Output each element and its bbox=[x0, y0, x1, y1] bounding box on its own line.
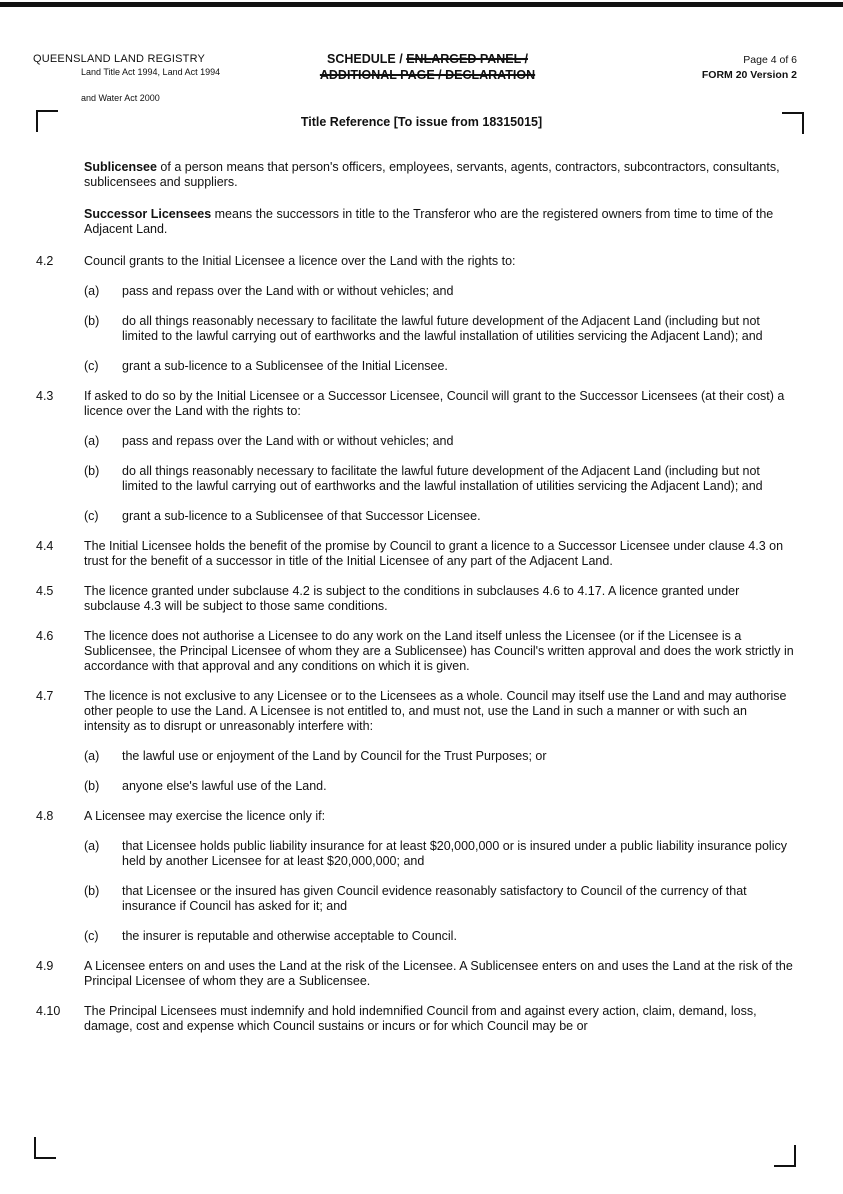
document-body bbox=[36, 160, 796, 1049]
subclause-label: (a) bbox=[84, 749, 100, 763]
clause-4-2 bbox=[36, 254, 796, 269]
clause-4-7 bbox=[36, 689, 796, 734]
clause-number: 4.9 bbox=[36, 959, 54, 973]
clause-4-10 bbox=[36, 1004, 796, 1034]
subclause-4-8-c bbox=[84, 929, 796, 944]
subclause-text: the lawful use or enjoyment of the Land by Council for the Trust Purposes; or bbox=[122, 749, 547, 763]
registry-header bbox=[33, 53, 220, 119]
title-reference: Title Reference [To issue from 18315015] bbox=[300, 115, 543, 129]
clause-text: The Principal Licensees must indemnify and hold indemnified Council from and against every action, claim, demand, loss, damage, cost and expense which Council sustains or incurs or for which Council may be or bbox=[84, 1004, 757, 1033]
subclause-text: grant a sub-licence to a Sublicensee of the Initial Licensee. bbox=[122, 359, 448, 373]
definition-sublicensee bbox=[84, 160, 796, 190]
subclause-text: pass and repass over the Land with or without vehicles; and bbox=[122, 434, 454, 448]
definition-term: Sublicensee bbox=[84, 160, 157, 174]
clause-text: Council grants to the Initial Licensee a licence over the Land with the rights to: bbox=[84, 254, 516, 268]
schedule-word: SCHEDULE / bbox=[327, 52, 407, 66]
corner-mark-bottom-right bbox=[774, 1145, 796, 1167]
subclause-text: do all things reasonably necessary to facilitate the lawful future development of the Adjacent Land (including but not limited to the lawful carrying out of earthworks and the lawful installation of utilities servicing the Adjacent Land); and bbox=[122, 314, 763, 343]
subclause-4-7-a bbox=[84, 749, 796, 764]
subclause-text: grant a sub-licence to a Sublicensee of that Successor Licensee. bbox=[122, 509, 481, 523]
clause-number: 4.5 bbox=[36, 584, 54, 598]
clause-number: 4.10 bbox=[36, 1004, 61, 1018]
subclause-4-8-b bbox=[84, 884, 796, 914]
subclause-label: (c) bbox=[84, 509, 99, 523]
subclause-4-8-a bbox=[84, 839, 796, 869]
clause-4-9 bbox=[36, 959, 796, 989]
subclause-label: (a) bbox=[84, 434, 100, 448]
additional-page-struck: ADDITIONAL PAGE / DECLARATION bbox=[319, 68, 536, 83]
top-border-line bbox=[0, 2, 843, 7]
subclause-4-7-b bbox=[84, 779, 796, 794]
subclause-label: (c) bbox=[84, 359, 99, 373]
definition-text: of a person means that person's officers, employees, servants, agents, contractors, subcontractors, consultants, sublicensees and suppliers. bbox=[84, 160, 780, 189]
subclause-label: (a) bbox=[84, 284, 100, 298]
form-header bbox=[702, 53, 797, 82]
subclause-label: (b) bbox=[84, 464, 100, 478]
clause-number: 4.6 bbox=[36, 629, 54, 643]
acts-line-2: and Water Act 2000 bbox=[81, 93, 160, 103]
subclause-4-3-a bbox=[84, 434, 796, 449]
subclause-text: do all things reasonably necessary to facilitate the lawful future development of the Adjacent Land (including but not limited to the lawful carrying out of earthworks and the lawful installation of utilities servicing the Adjacent Land); and bbox=[122, 464, 763, 493]
clause-text: The licence granted under subclause 4.2 is subject to the conditions in subclauses 4.6 to 4.17. A licence granted under subclause 4.3 will be subject to those same conditions. bbox=[84, 584, 740, 613]
subclause-text: that Licensee holds public liability insurance for at least $20,000,000 or is insured under a public liability insurance policy held by another Licensee for at least $20,000,000; and bbox=[122, 839, 787, 868]
enlarged-panel-struck: ENLARGED PANEL / bbox=[406, 52, 528, 66]
clause-text: The licence does not authorise a Licensee to do any work on the Land itself unless the Licensee (or if the Licensee is a Sublicensee, the Principal Licensee of whom they are a Sublicensee) has Council's written approval and does the work strictly in accordance with that approval and any conditions on which it is given. bbox=[84, 629, 794, 673]
subclause-4-2-b bbox=[84, 314, 796, 344]
clause-number: 4.4 bbox=[36, 539, 54, 553]
definition-text: means the successors in title to the Transferor who are the registered owners from time to time of the Adjacent Land. bbox=[84, 207, 774, 236]
registry-name: QUEENSLAND LAND REGISTRY bbox=[33, 53, 206, 65]
subclause-label: (a) bbox=[84, 839, 100, 853]
clause-text: A Licensee enters on and uses the Land at the risk of the Licensee. A Sublicensee enters on and uses the Land at the risk of the Principal Licensee of whom they are a Sublicensee. bbox=[84, 959, 793, 988]
schedule-header bbox=[270, 51, 585, 84]
subclause-text: anyone else's lawful use of the Land. bbox=[122, 779, 327, 793]
clause-number: 4.8 bbox=[36, 809, 54, 823]
clause-4-6 bbox=[36, 629, 796, 674]
subclause-label: (b) bbox=[84, 884, 100, 898]
form-version: FORM 20 Version 2 bbox=[701, 68, 797, 81]
definition-successor-licensees bbox=[84, 207, 796, 237]
clause-4-3 bbox=[36, 389, 796, 419]
subclause-4-2-a bbox=[84, 284, 796, 299]
clause-text: If asked to do so by the Initial Licensee or a Successor Licensee, Council will grant to the Successor Licensees (at their cost) a licence over the Land with the rights to: bbox=[84, 389, 785, 418]
clause-text: The licence is not exclusive to any Licensee or to the Licensees as a whole. Council may itself use the Land and may authorise other people to use the Land. A Licensee is not entitled to, and must not, use the Land in such a manner or with such an intensity as to disrupt or unreasonably interfere with: bbox=[84, 689, 787, 733]
clause-text: The Initial Licensee holds the benefit of the promise by Council to grant a licence to a Successor Licensee under clause 4.3 on trust for the benefit of a successor in title of the Initial Licensee of any part of the Adjacent Land. bbox=[84, 539, 784, 568]
subclause-text: pass and repass over the Land with or without vehicles; and bbox=[122, 284, 454, 298]
subclause-4-3-b bbox=[84, 464, 796, 494]
subclause-4-2-c bbox=[84, 359, 796, 374]
acts-line-1: Land Title Act 1994, Land Act 1994 bbox=[81, 66, 221, 77]
clause-number: 4.7 bbox=[36, 689, 54, 703]
subclause-text: the insurer is reputable and otherwise acceptable to Council. bbox=[122, 929, 457, 943]
subclause-text: that Licensee or the insured has given Council evidence reasonably satisfactory to Council of the currency of that insurance if Council has asked for it; and bbox=[122, 884, 747, 913]
page-number: Page 4 of 6 bbox=[743, 54, 797, 66]
subclause-4-3-c bbox=[84, 509, 796, 524]
clause-4-8 bbox=[36, 809, 796, 824]
clause-4-4 bbox=[36, 539, 796, 569]
clause-4-5 bbox=[36, 584, 796, 614]
clause-number: 4.3 bbox=[36, 389, 54, 403]
subclause-label: (b) bbox=[84, 314, 100, 328]
clause-text: A Licensee may exercise the licence only if: bbox=[84, 809, 326, 823]
subclause-label: (b) bbox=[84, 779, 100, 793]
corner-mark-bottom-left bbox=[34, 1137, 56, 1159]
clause-number: 4.2 bbox=[36, 254, 54, 268]
subclause-label: (c) bbox=[84, 929, 99, 943]
definition-term: Successor Licensees bbox=[84, 207, 212, 221]
